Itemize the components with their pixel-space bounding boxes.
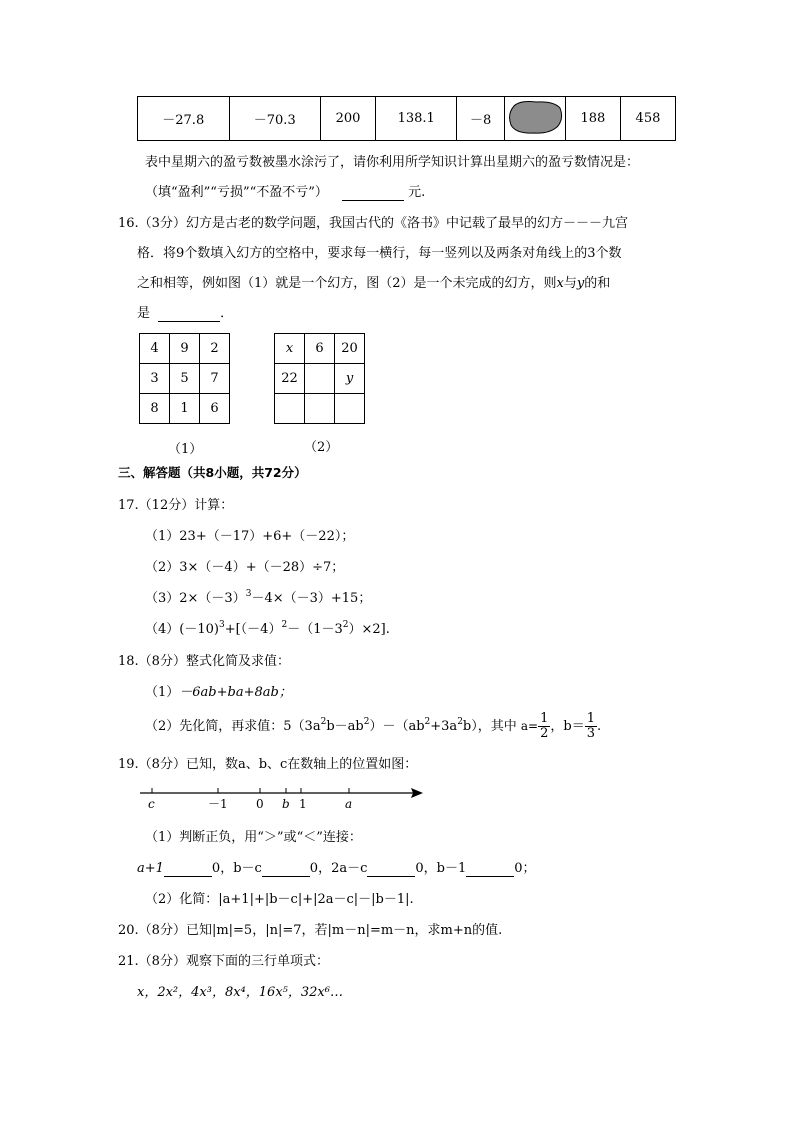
grid-cell [335, 394, 365, 424]
q19-blanks-line [137, 857, 536, 877]
ink-blot-cell [504, 97, 565, 141]
table-row [275, 394, 365, 424]
q18-part1 [145, 681, 292, 700]
table-cell: 138.1 [376, 97, 457, 141]
expr: 0，b－1 [415, 861, 467, 876]
expr: 0； [514, 861, 536, 876]
exponent: 2 [342, 620, 349, 630]
exponent: 2 [363, 717, 370, 727]
q17-part2: （2）3×（－4）+（－28）÷7； [145, 560, 345, 575]
exponent: 3 [218, 620, 225, 630]
exponent: 2 [457, 717, 463, 727]
answer-blank[interactable] [466, 861, 514, 877]
expr: ）×2]. [348, 622, 390, 637]
magic-square-1 [139, 333, 230, 424]
expr: +[（－4） [224, 622, 282, 637]
grid-cell: 8 [140, 394, 170, 424]
grid-cell: 2 [200, 334, 230, 364]
table-cell: 200 [321, 97, 376, 141]
exponent: 2 [281, 620, 288, 630]
ink-blot-icon [506, 98, 564, 136]
exponent: 3 [245, 589, 252, 599]
grid-cell: 6 [305, 334, 335, 364]
expr: －4×（－3）+15； [251, 591, 372, 606]
q15-line2 [145, 181, 425, 201]
q17-part3 [145, 587, 371, 606]
var-x: x [556, 276, 564, 291]
var-x: x [285, 341, 294, 356]
q19-part1: （1）判断正负，用“＞”或“＜”连接： [145, 830, 362, 845]
label: （1） [145, 685, 180, 700]
table-row [140, 334, 230, 364]
section-heading: 三、解答题（共8小题，共72分） [118, 465, 307, 480]
expr: （4）(－10) [145, 622, 219, 637]
table-row [140, 364, 230, 394]
grid-cell: 4 [140, 334, 170, 364]
table-row [275, 364, 365, 394]
caption-2: （2） [304, 440, 339, 455]
answer-blank[interactable] [164, 861, 212, 877]
fraction-b [585, 712, 597, 741]
q16-text: ． [220, 306, 234, 321]
caption-1: （1） [168, 442, 203, 457]
expr: 0，2a－c [309, 861, 368, 876]
grid-cell [305, 364, 335, 394]
numerator: 1 [586, 711, 595, 726]
numerator: 1 [540, 711, 549, 726]
grid-cell: 20 [335, 334, 365, 364]
grid-cell: 3 [140, 364, 170, 394]
expr: a= [520, 719, 539, 733]
expr: b），其中 [462, 719, 517, 734]
table-cell: 188 [565, 97, 620, 141]
table-row [140, 394, 230, 424]
grid-cell [275, 394, 305, 424]
label-b: b [282, 797, 290, 811]
answer-blank[interactable] [262, 861, 310, 877]
exponent: 2 [424, 717, 431, 727]
q17-part1: （1）23+（－17）+6+（－22）； [145, 529, 355, 544]
grid-cell: 9 [170, 334, 200, 364]
grid-cell: 22 [275, 364, 305, 394]
exponent: 2 [320, 717, 327, 727]
expr: －6ab+ba+8ab； [179, 685, 292, 700]
label-0: 0 [256, 797, 264, 811]
q17-part4 [145, 618, 390, 637]
denominator: 3 [586, 726, 595, 741]
var-y: y [576, 276, 585, 291]
grid-cell: 6 [200, 394, 230, 424]
label-a: a [345, 797, 353, 811]
grid-cell: 7 [200, 364, 230, 394]
expr: +3a [430, 719, 458, 734]
q16-text: 与 [563, 276, 577, 291]
table-cell: －27.8 [138, 97, 230, 141]
q18-title: 18.（8分）整式化简及求值： [118, 654, 290, 669]
q17-title: 17.（12分）计算： [118, 498, 234, 513]
q16-text: 的和 [584, 276, 611, 291]
expr: （2）先化简，再求值：5（3a [145, 719, 321, 734]
table-cell: －70.3 [229, 97, 321, 141]
table-row [275, 334, 365, 364]
denominator: 2 [540, 726, 549, 741]
answer-blank[interactable] [367, 861, 415, 877]
q21-title: 21.（8分）观察下面的三行单项式： [118, 954, 329, 969]
answer-blank[interactable] [342, 185, 404, 201]
expr: a+1 [137, 861, 164, 876]
expr: 0，b－c [211, 861, 262, 876]
q16-text: 之和相等，例如图（1）就是一个幻方，图（2）是一个未完成的幻方，则 [137, 276, 557, 291]
number-line [135, 783, 435, 813]
grid-cell: 1 [170, 394, 200, 424]
q21-sequence: x，2x²，4x³，8x⁴，16x⁵，32x⁶… [137, 985, 343, 1000]
table-cell: 458 [620, 97, 675, 141]
q16-text: 是 [137, 306, 151, 321]
q15-options: （填“盈利”“亏损”“不盈不亏”） [145, 185, 328, 200]
q16-line3 [137, 272, 610, 291]
fraction-a [538, 712, 550, 741]
q20-text: 20.（8分）已知|m|=5，|n|=7，若|m－n|=m－n，求m+n的值. [118, 923, 503, 938]
expr: ）－（ab [369, 719, 425, 734]
q16-line4 [137, 302, 233, 322]
grid-cell [275, 334, 305, 364]
expr: （3）2×（－3） [145, 591, 246, 606]
var-y: y [345, 371, 354, 386]
expr: ，b＝ [550, 719, 585, 734]
table-row [138, 97, 676, 141]
q19-part2: （2）化简：|a+1|+|b－c|+|2a－c|－|b－1|. [145, 892, 414, 907]
q15-line1: 表中星期六的盈亏数被墨水涂污了，请你利用所学知识计算出星期六的盈亏数情况是： [145, 155, 640, 170]
expr: . [597, 719, 602, 734]
q16-line1: 16.（3分）幻方是古老的数学问题，我国古代的《洛书》中记载了最早的幻方－－－九宫 [118, 216, 628, 231]
grid-cell: 5 [170, 364, 200, 394]
label-c: c [148, 797, 155, 811]
label-minus1: －1 [208, 797, 228, 811]
table-cell: －8 [457, 97, 504, 141]
profit-loss-table [137, 96, 676, 141]
label-1: 1 [299, 797, 307, 811]
expr: －（1－3 [287, 622, 343, 637]
grid-cell [335, 364, 365, 394]
q18-part2 [145, 706, 601, 746]
magic-square-2 [274, 333, 365, 424]
q16-line2: 格．将9个数填入幻方的空格中，要求每一横行，每一竖列以及两条对角线上的3个数 [137, 246, 622, 261]
q19-title: 19.（8分）已知，数a、b、c在数轴上的位置如图： [118, 757, 418, 772]
answer-blank[interactable] [158, 306, 220, 322]
q15-unit: 元. [408, 185, 426, 200]
expr: b－ab [326, 719, 364, 734]
grid-cell [305, 394, 335, 424]
